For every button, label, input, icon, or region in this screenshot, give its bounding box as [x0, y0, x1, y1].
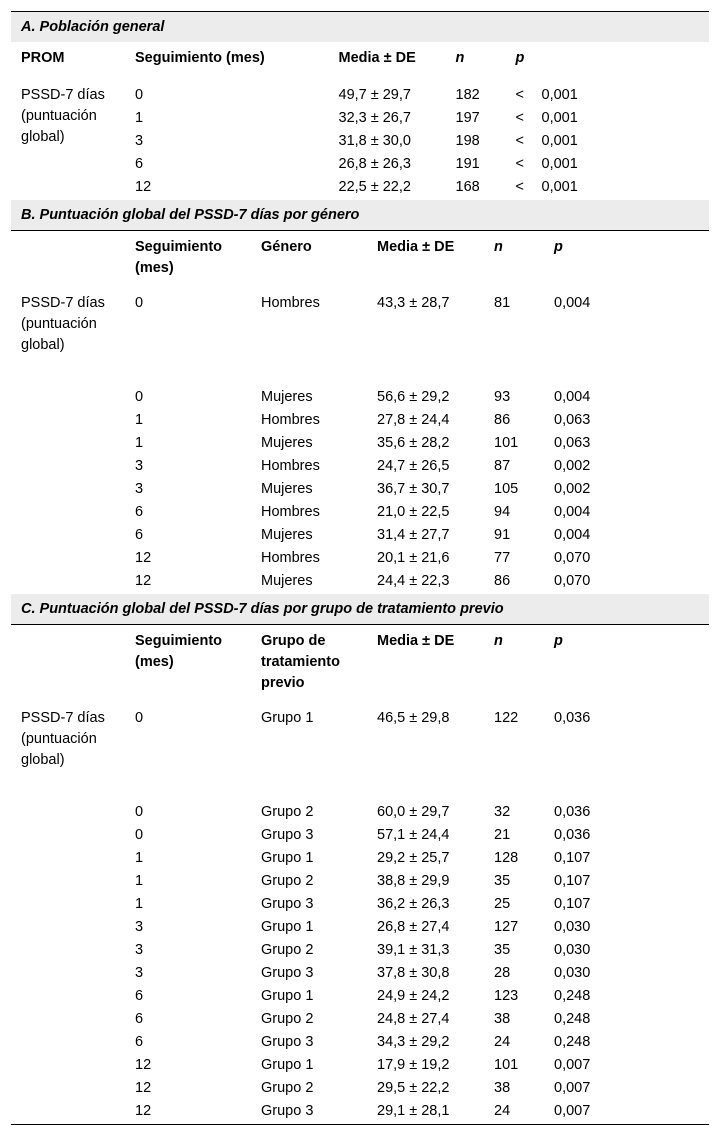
table-row	[11, 1078, 709, 1101]
group-cell: Grupo 1	[261, 1057, 314, 1073]
seguimiento-cell: 12	[135, 1080, 152, 1096]
header-genero: Género	[261, 239, 312, 255]
n-cell: 93	[494, 389, 511, 405]
header-seguimiento: Seguimiento (mes)	[135, 239, 223, 276]
p-cell: 0,070	[554, 550, 591, 566]
prom-cell-empty	[11, 525, 125, 548]
n-cell: 198	[455, 133, 480, 149]
prom-cell-empty	[11, 571, 125, 594]
media-cell: 24,8 ± 27,4	[377, 1011, 450, 1027]
seguimiento-cell: 3	[135, 919, 144, 935]
group-cell: Hombres	[261, 458, 320, 474]
seguimiento-cell: 6	[135, 1011, 144, 1027]
media-cell: 38,8 ± 29,9	[377, 873, 450, 889]
media-cell: 32,3 ± 26,7	[338, 110, 411, 126]
seguimiento-cell: 1	[135, 850, 144, 866]
media-cell: 26,8 ± 26,3	[338, 156, 411, 172]
p-cell: 0,107	[554, 873, 591, 889]
n-cell: 38	[494, 1080, 511, 1096]
group-cell: Grupo 2	[261, 1080, 314, 1096]
p-value: 0,001	[541, 179, 578, 195]
prom-cell-empty	[11, 1101, 125, 1124]
section-a-title: A. Población general	[11, 12, 709, 42]
media-cell: 49,7 ± 29,7	[338, 87, 411, 103]
media-cell: 56,6 ± 29,2	[377, 389, 450, 405]
n-cell: 101	[494, 1057, 519, 1073]
prom-label: PSSD-7 días (puntuación global)	[21, 710, 105, 768]
seguimiento-cell: 0	[135, 710, 144, 726]
n-cell: 21	[494, 827, 511, 843]
seguimiento-cell: 3	[135, 133, 144, 149]
p-cell	[506, 108, 710, 131]
seguimiento-cell: 3	[135, 458, 144, 474]
seguimiento-cell: 6	[135, 1034, 144, 1050]
media-cell: 24,9 ± 24,2	[377, 988, 450, 1004]
section-c-title: C. Puntuación global del PSSD-7 días por grupo de tratamiento previo	[11, 594, 709, 624]
prom-cell-empty	[11, 871, 125, 894]
p-cell: 0,036	[554, 710, 591, 726]
group-cell: Hombres	[261, 504, 320, 520]
table-row	[11, 410, 709, 433]
p-cell: 0,107	[554, 896, 591, 912]
p-cell	[506, 154, 710, 177]
prom-cell-empty	[11, 1009, 125, 1032]
seguimiento-cell: 12	[135, 1057, 152, 1073]
section-c-table	[11, 625, 709, 1124]
group-cell: Mujeres	[261, 481, 313, 497]
header-grupo: Grupo de tratamiento previo	[261, 633, 340, 691]
prom-cell-empty	[11, 825, 125, 848]
n-cell: 182	[455, 87, 480, 103]
media-cell: 43,3 ± 28,7	[377, 295, 450, 311]
media-cell: 26,8 ± 27,4	[377, 919, 450, 935]
n-cell: 86	[494, 412, 511, 428]
p-cell: 0,036	[554, 804, 591, 820]
group-cell: Grupo 3	[261, 965, 314, 981]
group-cell: Hombres	[261, 295, 320, 311]
group-cell: Grupo 1	[261, 919, 314, 935]
header-n: n	[455, 50, 465, 66]
media-cell: 46,5 ± 29,8	[377, 710, 450, 726]
group-cell: Grupo 1	[261, 850, 314, 866]
seguimiento-cell: 3	[135, 965, 144, 981]
n-cell: 35	[494, 873, 511, 889]
p-value: 0,001	[541, 110, 578, 126]
media-cell: 60,0 ± 29,7	[377, 804, 450, 820]
n-cell: 24	[494, 1034, 511, 1050]
p-cell: 0,063	[554, 435, 591, 451]
n-cell: 127	[494, 919, 519, 935]
p-cell: 0,004	[554, 295, 591, 311]
seguimiento-cell: 1	[135, 873, 144, 889]
group-cell: Hombres	[261, 550, 320, 566]
header-media: Media ± DE	[377, 633, 455, 649]
n-cell: 24	[494, 1103, 511, 1119]
p-cell: 0,070	[554, 573, 591, 589]
seguimiento-cell: 0	[135, 804, 144, 820]
seguimiento-cell: 1	[135, 110, 144, 126]
n-cell: 38	[494, 1011, 511, 1027]
section-a-header-row	[11, 42, 709, 77]
less-than-sign: <	[515, 110, 524, 126]
seguimiento-cell: 6	[135, 504, 144, 520]
p-cell: 0,004	[554, 389, 591, 405]
prom-cell-empty	[11, 802, 125, 825]
prom-label: PSSD-7 días (puntuación global)	[21, 87, 105, 145]
table-row	[11, 571, 709, 594]
n-cell: 77	[494, 550, 511, 566]
group-cell: Mujeres	[261, 389, 313, 405]
group-cell: Mujeres	[261, 435, 313, 451]
seguimiento-cell: 12	[135, 550, 152, 566]
prom-cell-empty	[11, 456, 125, 479]
prom-cell-empty	[11, 1032, 125, 1055]
table-row	[11, 456, 709, 479]
prom-cell-empty	[11, 894, 125, 917]
header-blank	[11, 231, 125, 285]
group-cell: Mujeres	[261, 573, 313, 589]
header-prom: PROM	[21, 50, 65, 66]
p-cell: 0,030	[554, 965, 591, 981]
n-cell: 197	[455, 110, 480, 126]
p-value: 0,001	[541, 133, 578, 149]
header-blank	[11, 625, 125, 700]
table-row	[11, 1009, 709, 1032]
media-cell: 24,4 ± 22,3	[377, 573, 450, 589]
section-b-header-row	[11, 231, 709, 285]
p-cell: 0,007	[554, 1103, 591, 1119]
header-n: n	[494, 239, 503, 255]
header-p: p	[515, 50, 525, 66]
seguimiento-cell: 12	[135, 573, 152, 589]
seguimiento-cell: 3	[135, 481, 144, 497]
table-row	[11, 1101, 709, 1124]
media-cell: 34,3 ± 29,2	[377, 1034, 450, 1050]
p-cell: 0,107	[554, 850, 591, 866]
n-cell: 168	[455, 179, 480, 195]
group-cell: Grupo 2	[261, 873, 314, 889]
prom-cell-empty	[11, 410, 125, 433]
group-cell: Grupo 1	[261, 710, 314, 726]
table-row	[11, 848, 709, 871]
seguimiento-cell: 0	[135, 827, 144, 843]
p-cell: 0,030	[554, 919, 591, 935]
group-cell: Hombres	[261, 412, 320, 428]
media-cell: 22,5 ± 22,2	[338, 179, 411, 195]
media-cell: 29,5 ± 22,2	[377, 1080, 450, 1096]
p-cell	[506, 131, 710, 154]
media-cell: 35,6 ± 28,2	[377, 435, 450, 451]
header-seguimiento: Seguimiento (mes)	[135, 633, 223, 670]
seguimiento-cell: 0	[135, 87, 144, 103]
n-cell: 105	[494, 481, 519, 497]
table-row	[11, 825, 709, 848]
table-row	[11, 548, 709, 571]
media-cell: 29,1 ± 28,1	[377, 1103, 450, 1119]
seguimiento-cell: 6	[135, 527, 144, 543]
n-cell: 191	[455, 156, 480, 172]
p-cell	[506, 177, 710, 200]
group-cell: Grupo 2	[261, 1011, 314, 1027]
prom-cell-empty	[11, 502, 125, 525]
seguimiento-cell: 12	[135, 1103, 152, 1119]
table-row	[11, 963, 709, 986]
media-cell: 57,1 ± 24,4	[377, 827, 450, 843]
p-cell: 0,007	[554, 1080, 591, 1096]
media-cell: 36,2 ± 26,3	[377, 896, 450, 912]
less-than-sign: <	[515, 133, 524, 149]
seguimiento-cell: 1	[135, 896, 144, 912]
p-cell: 0,002	[554, 481, 591, 497]
group-cell: Grupo 2	[261, 942, 314, 958]
section-b-table	[11, 231, 709, 594]
media-cell: 37,8 ± 30,8	[377, 965, 450, 981]
p-cell: 0,248	[554, 1034, 591, 1050]
media-cell: 36,7 ± 30,7	[377, 481, 450, 497]
prom-cell-empty	[11, 548, 125, 571]
section-c-header-row	[11, 625, 709, 700]
prom-cell-empty	[11, 387, 125, 410]
n-cell: 87	[494, 458, 511, 474]
prom-cell-empty	[11, 1055, 125, 1078]
n-cell: 128	[494, 850, 519, 866]
table-row	[11, 802, 709, 825]
table-row	[11, 894, 709, 917]
p-value: 0,001	[541, 156, 578, 172]
media-cell: 27,8 ± 24,4	[377, 412, 450, 428]
group-cell: Grupo 1	[261, 988, 314, 1004]
prom-cell-empty	[11, 433, 125, 456]
p-cell: 0,248	[554, 1011, 591, 1027]
n-cell: 123	[494, 988, 519, 1004]
table-row	[11, 479, 709, 502]
table-row	[11, 986, 709, 1009]
p-cell: 0,004	[554, 527, 591, 543]
p-value: 0,001	[541, 87, 578, 103]
header-p: p	[554, 239, 563, 255]
media-cell: 31,8 ± 30,0	[338, 133, 411, 149]
prom-cell-empty	[11, 848, 125, 871]
table-row	[11, 502, 709, 525]
p-cell: 0,007	[554, 1057, 591, 1073]
less-than-sign: <	[515, 156, 524, 172]
n-cell: 94	[494, 504, 511, 520]
media-cell: 20,1 ± 21,6	[377, 550, 450, 566]
prom-cell-empty	[11, 479, 125, 502]
n-cell: 86	[494, 573, 511, 589]
prom-cell-empty	[11, 986, 125, 1009]
n-cell: 28	[494, 965, 511, 981]
table-row	[11, 77, 709, 108]
seguimiento-cell: 6	[135, 156, 144, 172]
header-n: n	[494, 633, 503, 649]
p-cell: 0,030	[554, 942, 591, 958]
header-media: Media ± DE	[377, 239, 455, 255]
media-cell: 21,0 ± 22,5	[377, 504, 450, 520]
media-cell: 29,2 ± 25,7	[377, 850, 450, 866]
seguimiento-cell: 0	[135, 389, 144, 405]
p-cell	[506, 77, 710, 108]
seguimiento-cell: 0	[135, 295, 144, 311]
table-row	[11, 917, 709, 940]
prom-cell-empty	[11, 963, 125, 986]
group-cell: Grupo 3	[261, 827, 314, 843]
table-row	[11, 285, 709, 387]
section-a-table	[11, 42, 709, 200]
media-cell: 17,9 ± 19,2	[377, 1057, 450, 1073]
table-row	[11, 525, 709, 548]
group-cell: Mujeres	[261, 527, 313, 543]
n-cell: 101	[494, 435, 519, 451]
group-cell: Grupo 3	[261, 1034, 314, 1050]
header-media: Media ± DE	[338, 50, 416, 66]
seguimiento-cell: 12	[135, 179, 152, 195]
less-than-sign: <	[515, 179, 524, 195]
table-row	[11, 387, 709, 410]
n-cell: 32	[494, 804, 511, 820]
table-row	[11, 1032, 709, 1055]
table-row	[11, 433, 709, 456]
prom-cell-empty	[11, 1078, 125, 1101]
n-cell: 81	[494, 295, 511, 311]
less-than-sign: <	[515, 87, 524, 103]
media-cell: 39,1 ± 31,3	[377, 942, 450, 958]
n-cell: 35	[494, 942, 511, 958]
seguimiento-cell: 3	[135, 942, 144, 958]
table-row	[11, 940, 709, 963]
p-cell: 0,063	[554, 412, 591, 428]
prom-label: PSSD-7 días (puntuación global)	[21, 295, 105, 353]
media-cell: 31,4 ± 27,7	[377, 527, 450, 543]
seguimiento-cell: 6	[135, 988, 144, 1004]
group-cell: Grupo 3	[261, 896, 314, 912]
section-b-title: B. Puntuación global del PSSD-7 días por género	[11, 200, 709, 230]
p-cell: 0,004	[554, 504, 591, 520]
n-cell: 122	[494, 710, 519, 726]
table-row	[11, 1055, 709, 1078]
p-cell: 0,002	[554, 458, 591, 474]
seguimiento-cell: 1	[135, 412, 144, 428]
n-cell: 91	[494, 527, 511, 543]
group-cell: Grupo 3	[261, 1103, 314, 1119]
n-cell: 25	[494, 896, 511, 912]
seguimiento-cell: 1	[135, 435, 144, 451]
header-seguimiento: Seguimiento (mes)	[135, 50, 265, 66]
header-p: p	[554, 633, 563, 649]
p-cell: 0,036	[554, 827, 591, 843]
results-table	[11, 11, 709, 1125]
prom-cell-empty	[11, 917, 125, 940]
table-row	[11, 871, 709, 894]
group-cell: Grupo 2	[261, 804, 314, 820]
media-cell: 24,7 ± 26,5	[377, 458, 450, 474]
prom-cell-empty	[11, 940, 125, 963]
p-cell: 0,248	[554, 988, 591, 1004]
table-row	[11, 700, 709, 802]
